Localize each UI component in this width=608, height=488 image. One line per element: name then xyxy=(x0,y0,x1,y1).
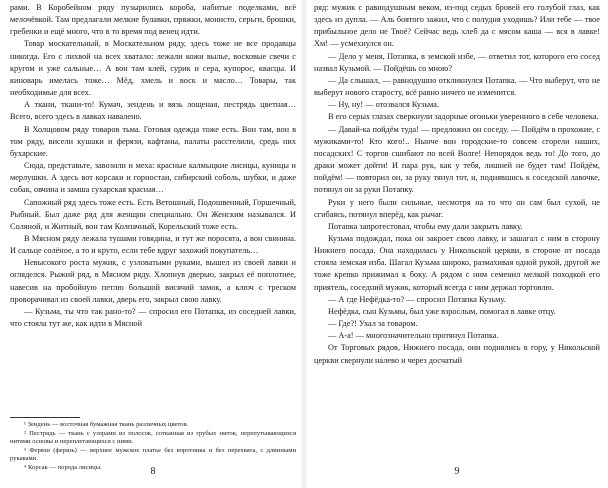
paragraph: Кузьма подождал, пока он закроет свою лавку, и зашагал с ним в сторону Нижнего посада. Она находилась у Никольской церкви, в стороне от посада стояла земская изба. Шагал Кузьма широко, размахивая одной рукой, другой же тоже крепко прижимал к боку. А рядом с ним семенил мелкой походкой его приятель, соседний мужик, который всегда с ним держал торговлю. xyxy=(314,233,600,292)
paragraph: — Давай-ка пойдём туда! — предложил он соседу. — Пойдём в прохожие, с мужиками-то! Кто кого!.. Нынче вон городские-то совсем сгорели наших, посадских! С торгов сшибают по всей Волге! Непорядок ведь то! До того, до драки может дойти! И пара рук, как у тебя, лишней не будет там! Пойдём, пойдём! — повторил он, за руку тянул тот, и, поднявшись к соседской лавочке, потянул он за руки Потапку. xyxy=(314,124,600,195)
paragraph: — А где Нефёдка-то? — спросил Потапка Кузьму. xyxy=(328,294,506,304)
footnote: ¹ Зендень — восточная бумажная ткань различных цветов. xyxy=(24,421,189,428)
footnote-rule xyxy=(10,417,80,418)
left-page xyxy=(10,0,296,488)
paragraph: — Кузьма, ты что так рано-то? — спросил его Потапка, из соседней лавки, что стояла тут же, как идти в Мясной xyxy=(10,306,296,329)
footnote: ² Пестрядь — ткань с узорами из полосок, сотканная из грубых ниток, перепутывающихся нитями основы и переплетающихся с ними. xyxy=(10,429,296,446)
paragraph: — Да слышал, — равнодушно откликнулся Потапка. — Что выберут, что не выберут нового старосту, всё равно ничего не изменится. xyxy=(314,75,600,98)
paragraph: рами. В Коробейном ряду пузырились короба, набитые поделками, всё мелочёвкой. Там предлагали мелкие булавки, пряжки, монисто, серьги, брошки, гребенки и ещё много, что в то время под венец идти. xyxy=(10,3,296,37)
paragraph: От Торговых рядов, Нижнего посада, они поднялись в гору, у Никольской церкви свернули налево и через досчатый xyxy=(314,343,600,365)
paragraph: ряд: мужик с равнодушным веком, из-под седых бровей его голубой глаз, как здесь из дупла. — Аль боятого зажил, что с полудня уходишь? Или тебе — твое прибыльное дело не Твоё? Сейчас ведь хлеб да с мясом каша — вся в лавке! Хм! — усмехнулся он. xyxy=(314,3,600,49)
footnote: ³ Ферязи (ферязь) — верхнее мужское платье без воротника и без перехвата, с длинными рукавами. xyxy=(10,446,296,463)
paragraph: В Мясном ряду лежала тушами говядина, и тут же поросята, а вон свинина. И сальце солёное, а то и круто, если тебе вдруг захожий покупатель… xyxy=(10,233,296,256)
paragraph: — А-а! — многозначительно протянул Потапка. xyxy=(328,331,499,341)
paragraph: В Холщовом ряду товаров тьма. Готовая одежда тоже есть. Вон там, вон в том ряду, висели кушаки и ферязи, кафтаны, палаты расстелили, средь них бухарские. xyxy=(10,124,296,158)
paragraph: — Где?! Ухал за товаром. xyxy=(328,319,418,329)
paragraph: Нефёдка, сын Кузьмы, был уже взрослым, помогал в лавке отцу. xyxy=(328,306,556,316)
left-page-footnotes xyxy=(10,421,296,473)
paragraph: Невысокого роста мужик, с узловатыми руками, вышел из своей лавки и огляделся. Рыжий ряд, в Мясном ряду. Хлопнув дверью, закрыл её поплотнее, навесив на пробойную петлю большой висячий замок, а ключ с треском проворачивал из своей лавки, дверь его, закрыл свою лавку. xyxy=(10,258,296,304)
paragraph: В его серых глазах сверкнули задорные огоньки уверенного в себе человека. xyxy=(328,112,599,122)
page-number-right: 9 xyxy=(454,466,460,477)
paragraph: А ткани, ткани-то! Кумач, зендень и вязь лощеная, пестрядь цветная… Всего, всего здесь в лавках навалено. xyxy=(10,100,296,122)
book-gutter xyxy=(300,0,308,488)
paragraph: — Ну, ну! — отозвался Кузьма. xyxy=(328,100,439,110)
paragraph: Руки у него были сильные, несмотря на то что он сам был сухой, не сгибаясь, потянул вперёд, как рычаг. xyxy=(314,197,600,219)
right-page-body xyxy=(314,2,600,367)
paragraph: Сюда, представьте, завозили и меха: красные калмыцкие лисицы, куницы и мерлушки. А здесь вот корсаки и горностаи, сибирский соболь, шубки, и даже собак, овчина и замша сухарская красная… xyxy=(10,161,296,195)
page-number-left: 8 xyxy=(150,466,156,477)
paragraph: Сапожный ряд здесь тоже есть. Есть Ветошный, Подошвенный, Горшечный, Рыбный. Был даже ряд для женщин специально. Он Женским назывался. И Соляной, и Житный, вон там Колпачный, Корельский тоже есть. xyxy=(10,197,296,231)
left-page-body xyxy=(10,2,296,330)
footnote: ⁴ Корсак — порода лисицы. xyxy=(24,463,102,471)
paragraph: — Дело у меня, Потапка, в земской избе, — ответил тот, которого его сосед назвал Кузьмой. — Пойдёшь со мною? xyxy=(314,51,600,73)
paragraph: Товар москательный, в Москательном ряду, здесь тоже не все продавцы никогда. Его с лихвой на всех хватало: лежали кожи вылье, восковые свечи с кругом и уже сальные… А вон там клей, сурик и сера, купорос, квасцы. И киноварь имелась тоже… Мёд, хмель и воск и масло… Товары, так необходимые для всех. xyxy=(10,39,296,98)
paragraph: Потапка запротестовал, чтобы ему дали закрыть лавку. xyxy=(328,221,523,231)
right-page xyxy=(314,0,600,488)
